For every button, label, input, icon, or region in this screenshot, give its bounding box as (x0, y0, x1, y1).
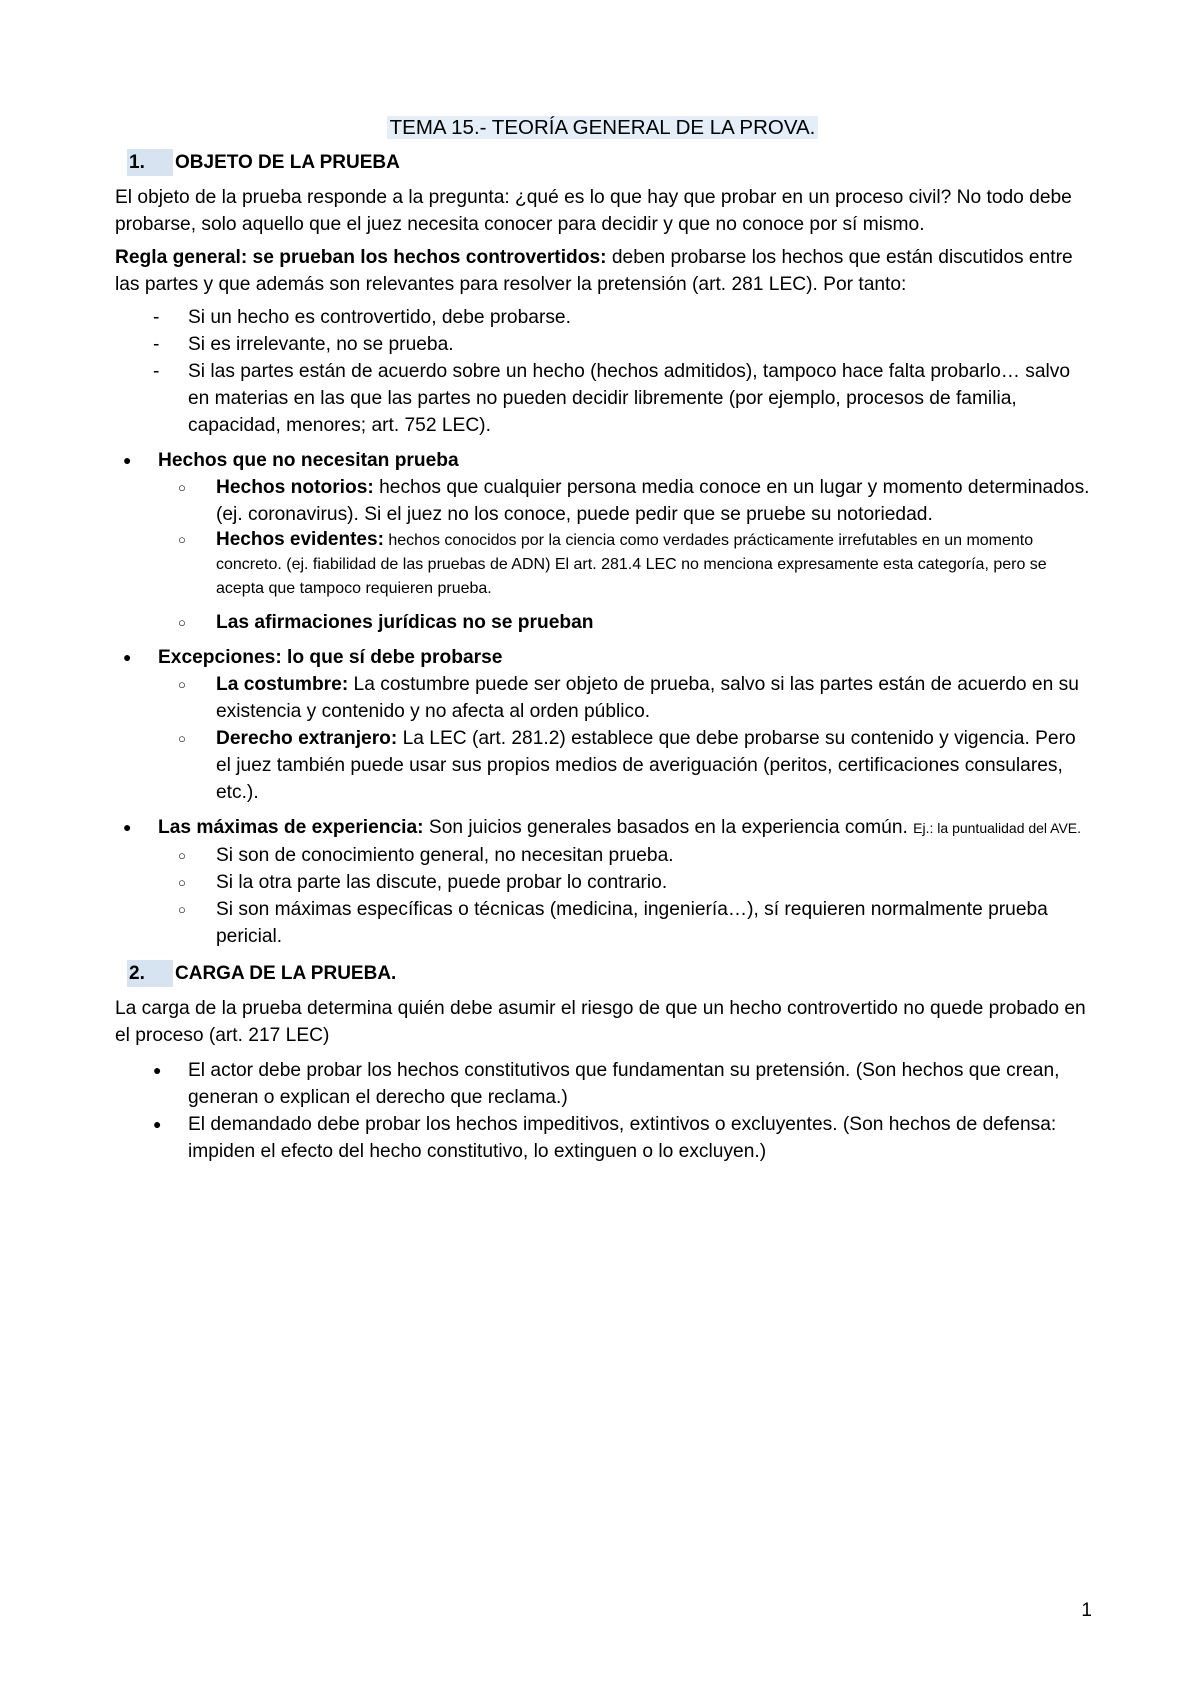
list-item: ○ Hechos notorios: hechos que cualquier persona media conoce en un lugar y momento determinados. (ej. coronavirus). Si el juez no los conoce, puede pedir que se pruebe su notoriedad. (158, 474, 1090, 528)
example-note: Ej.: la puntualidad del AVE. (913, 820, 1082, 836)
circle-bullet-icon: ○ (178, 848, 186, 863)
list-item: - Si es irrelevante, no se prueba. (115, 331, 1090, 358)
circle-bullet-icon: ○ (178, 902, 186, 917)
section-number: 2. (127, 960, 173, 987)
list-item: ○ La costumbre: La costumbre puede ser objeto de prueba, salvo si las partes están de acuerdo en su existencia y contenido y no afecta al orden público. (158, 671, 1090, 725)
sub-list (158, 474, 1090, 636)
list-item: ○ Derecho extranjero: La LEC (art. 281.2) establece que debe probarse su contenido y vigencia. Pero el juez también puede usar sus propios medios de averiguación (peritos, certificaciones consulares, etc.). (158, 725, 1090, 806)
circle-bullet-icon: ○ (178, 677, 186, 692)
dash-list (115, 304, 1090, 439)
bullet-list (115, 447, 1090, 950)
sub-list (158, 671, 1090, 806)
dash-marker: - (153, 361, 160, 382)
bullet-icon: ● (123, 452, 132, 468)
list-item: ● El demandado debe probar los hechos impeditivos, extintivos o excluyentes. (Son hechos de defensa: impiden el efecto del hecho constitutivo, lo extinguen o lo excluyen.) (115, 1111, 1090, 1165)
bullet-list (115, 1057, 1090, 1165)
page-content (115, 114, 1090, 1165)
general-rule-paragraph (115, 244, 1090, 298)
bullet-icon: ● (153, 1116, 162, 1132)
list-item: ○ Hechos evidentes: hechos conocidos por la ciencia como verdades prácticamente irrefutables en un momento concreto. (ej. fiabilidad de las pruebas de ADN) El art. 281.4 LEC no menciona expresamente esta categoría, pero se acepta que tampoco requieren prueba. (178, 529, 1047, 597)
bullet-icon: ● (123, 649, 132, 665)
page-number: 1 (1081, 1600, 1092, 1621)
group-label: Hechos que no necesitan prueba (158, 450, 459, 471)
document-title: TEMA 15.- TEORÍA GENERAL DE LA PROVA. (115, 114, 1090, 141)
circle-bullet-icon: ○ (178, 480, 186, 495)
section-2-heading (127, 960, 1090, 987)
rule-label: Regla general: se prueban los hechos controvertidos: (115, 247, 607, 268)
list-item: ○ Las afirmaciones jurídicas no se prueban (158, 609, 1090, 636)
section-1-heading (127, 149, 1090, 176)
section-1-intro: El objeto de la prueba responde a la pregunta: ¿qué es lo que hay que probar en un proceso civil? No todo debe probarse, solo aquello que el juez necesita conocer para decidir y que no conoce por sí mismo. (115, 187, 1072, 235)
rule-text: deben probarse los hechos que están discutidos entre las partes y que además son relevantes para resolver la pretensión (art. 281 LEC). Por tanto: (115, 247, 1073, 295)
circle-bullet-icon: ○ (178, 731, 186, 746)
group-label: Excepciones: lo que sí debe probarse (158, 647, 503, 668)
list-item: ● El actor debe probar los hechos constitutivos que fundamentan su pretensión. (Son hechos que crean, generan o explican el derecho que reclama.) (115, 1057, 1090, 1111)
group-maxims: ● Las máximas de experiencia: Son juicios generales basados en la experiencia común. Ej.: la puntualidad del AVE. ○ Si son de conocimiento general, no necesitan prueba. ○ Si la otra parte las discute, puede probar lo contrario. ○ Si son máximas específicas o técnicas (medicina, ingeniería…), sí requieren normalmente prueba pericial. (115, 814, 1090, 950)
group-exceptions (115, 644, 1090, 806)
section-title: CARGA DE LA PRUEBA. (175, 963, 397, 984)
dash-marker: - (153, 307, 160, 328)
sub-list (158, 842, 1090, 950)
circle-bullet-icon: ○ (178, 875, 186, 890)
list-item: ○ Si son de conocimiento general, no necesitan prueba. (158, 842, 1090, 869)
list-item: - Si un hecho es controvertido, debe probarse. (115, 304, 1090, 331)
group-no-proof (115, 447, 1090, 636)
group-label: Las máximas de experiencia: (158, 817, 424, 838)
list-item: ○ Si la otra parte las discute, puede probar lo contrario. (158, 869, 1090, 896)
section-title: OBJETO DE LA PRUEBA (175, 152, 400, 173)
circle-bullet-icon: ○ (178, 615, 186, 630)
list-item: ○ Si son máximas específicas o técnicas (medicina, ingeniería…), sí requieren normalmente prueba pericial. (158, 896, 1090, 950)
list-item: - Si las partes están de acuerdo sobre un hecho (hechos admitidos), tampoco hace falta probarlo… salvo en materias en las que las partes no pueden decidir libremente (por ejemplo, procesos de familia, capacidad, menores; art. 752 LEC). (115, 358, 1090, 439)
section-number: 1. (127, 149, 173, 176)
dash-marker: - (153, 334, 160, 355)
section-2-intro: La carga de la prueba determina quién debe asumir el riesgo de que un hecho controvertido no quede probado en el proceso (art. 217 LEC) (115, 998, 1086, 1046)
bullet-icon: ● (123, 819, 132, 835)
bullet-icon: ● (153, 1062, 162, 1078)
circle-bullet-icon: ○ (178, 532, 186, 547)
